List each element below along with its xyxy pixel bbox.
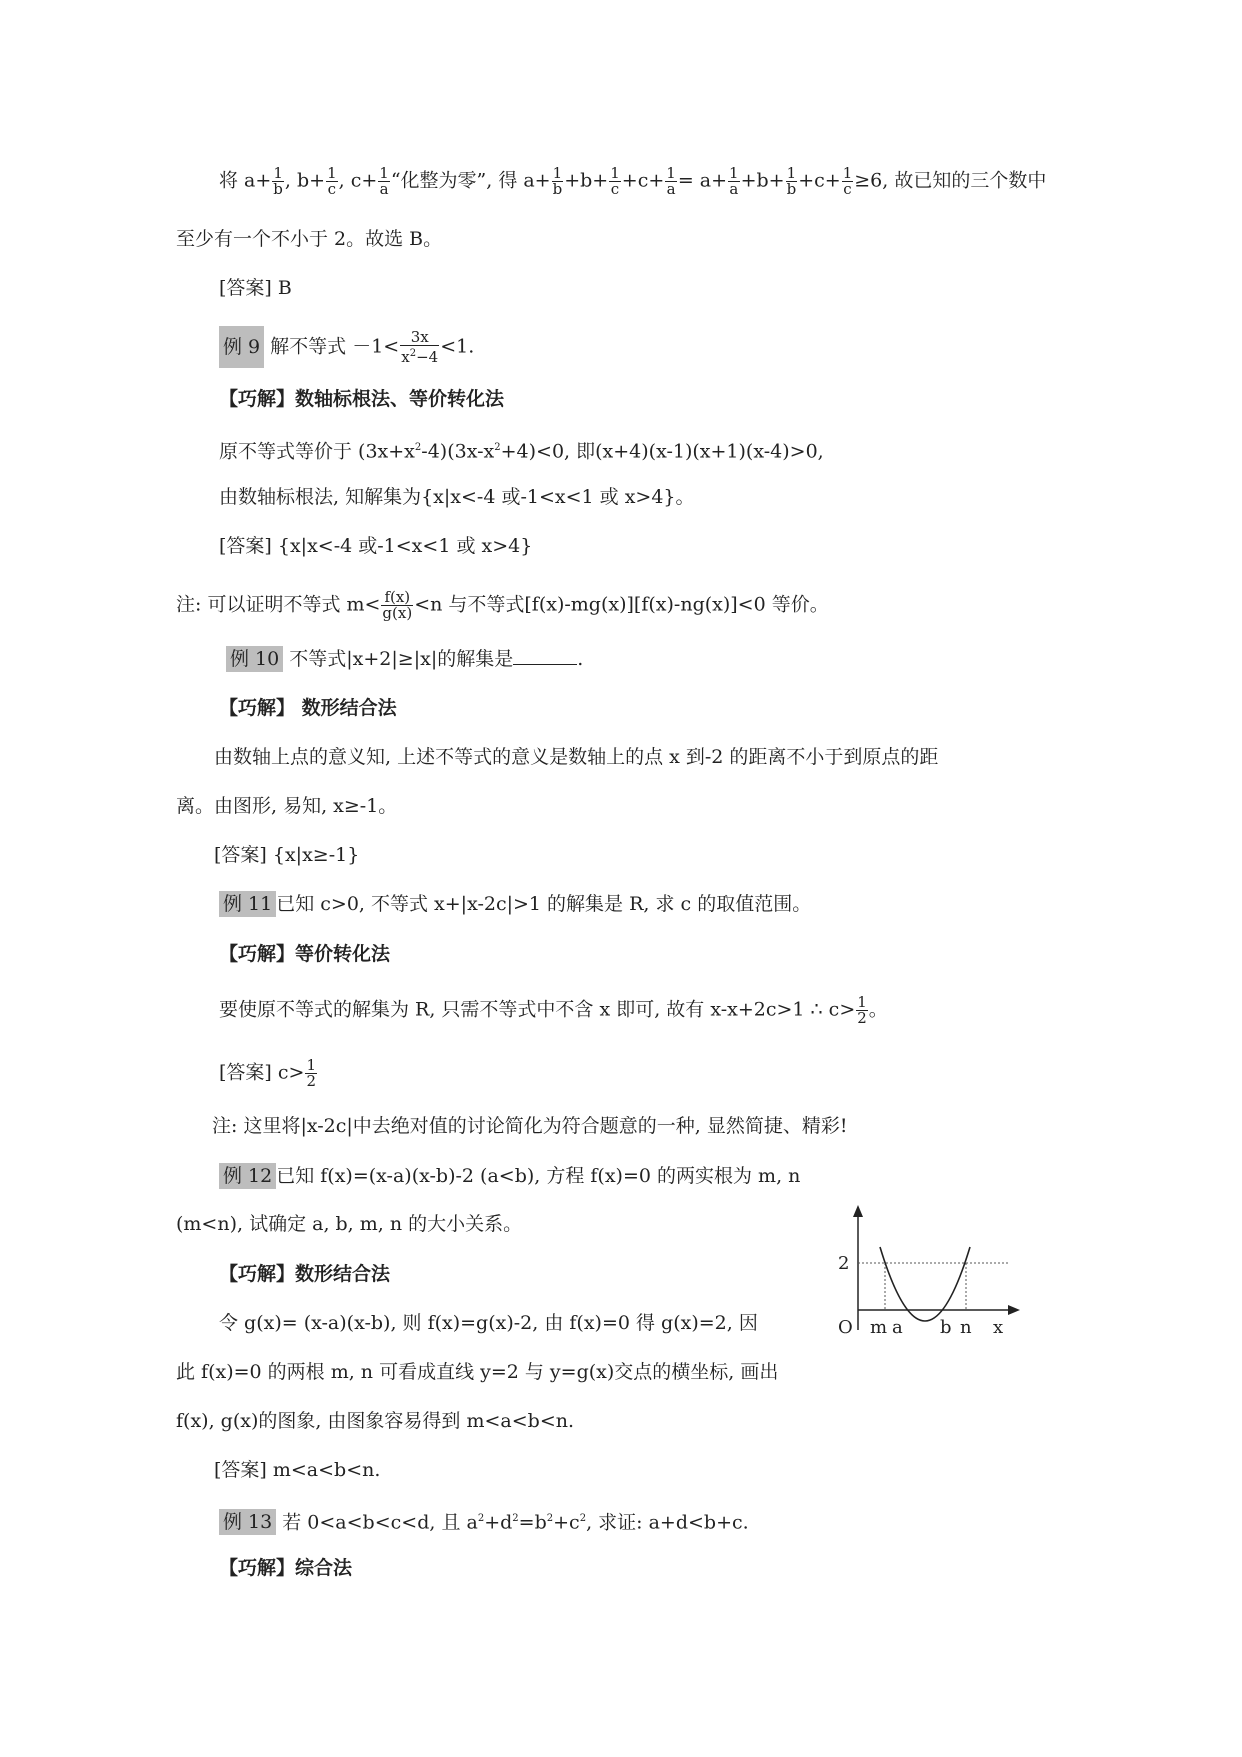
para-intro-line2: 至少有一个不小于 2。故选 B。 [176,228,443,250]
solution-9-line1: 原不等式等价于 $(3x+x^2-4)(3x-x^2+4)<0$, 即(x+4)(x-1)(x+1)(x-4)>0, [219,440,824,463]
method-13: 【巧解】综合法 [219,1557,353,1579]
example-tag: 例 11 [219,891,276,917]
example-tag: 例 12 [219,1163,276,1189]
fraction: $\frac{1}{b}$ [552,164,563,198]
method-12: 【巧解】数形结合法 [219,1263,391,1285]
solution-10-line2: 离。由图形, 易知, x≥-1。 [176,795,398,817]
fraction: $\frac{1}{c}$ [327,164,337,198]
solution-11: 要使原不等式的解集为 R, 只需不等式中不含 x 即可, 故有 x-x+2c>1 ∴ c> $\frac{1}{2}$ 。 [219,993,888,1027]
answer-blank [513,646,577,665]
answer-9: [答案] {x|x<-4 或-1<x<1 或 x>4} [219,535,533,557]
example-13-heading: 例 13 若 0<a<b<c<d, 且 $a^2+d^2=b^2+c^2$, 求证: a+d<b+c. [219,1505,749,1536]
x-axis-arrow [1008,1305,1020,1315]
answer-11: [答案] c> $\frac{1}{2}$ [219,1056,316,1090]
example-tag: 例 13 [219,1509,276,1535]
fraction: $\frac{1}{2}$ [857,993,867,1027]
fraction: $\frac{1}{c}$ [610,164,620,198]
y-axis-arrow [853,1205,863,1217]
fraction: $\frac{1}{a}$ [729,164,739,198]
solution-12-line0: (m<n), 试确定 a, b, m, n 的大小关系。 [176,1213,523,1235]
para-intro-line1: 将 a+ $\frac{1}{b}$ , b+ $\frac{1}{c}$ , c+ $\frac{1}{a}$ “化整为零”, 得 a+ $\frac{1}{b}$ +b+ $\frac{1}{c}$ +c+ $\frac{1}{a}$ = a+ $\frac{1}{a}$ +b+ $\frac{1}{b}$ +c+ $\frac{1}{c}$ ≥6, 故已知的三个数中 [219,164,1047,198]
fraction: $\frac{1}{c}$ [842,164,853,198]
label-x: x [993,1317,1004,1338]
example-9-heading: 例 9 解不等式 －1< $\frac{3x}{x^2-4}$ <1. [219,330,474,365]
method-10: 【巧解】 数形结合法 [219,697,397,719]
fraction: $\frac{3x}{x^2-4}$ [401,328,439,366]
fraction: $\frac{f(x)}{g(x)}$ [382,588,413,622]
solution-12-line3: f(x), g(x)的图象, 由图象容易得到 m<a<b<n. [176,1410,575,1432]
example-12-heading: 例 12 已知 f(x)=(x-a)(x-b)-2 (a<b), 方程 f(x)=0 的两实根为 m, n [219,1162,800,1190]
solution-12-line2: 此 f(x)=0 的两根 m, n 可看成直线 y=2 与 y=g(x)交点的横坐标, 画出 [176,1361,779,1383]
label-m: m [870,1317,888,1338]
example-tag: 例 9 [219,326,264,368]
method-9: 【巧解】数轴标根法、等价转化法 [219,388,505,410]
label-b: b [940,1317,952,1338]
solution-12-line1: 令 g(x)= (x-a)(x-b), 则 f(x)=g(x)-2, 由 f(x)=0 得 g(x)=2, 因 [219,1312,758,1334]
fraction: $\frac{1}{a}$ [379,164,389,198]
fraction: $\frac{1}{b}$ [273,164,283,198]
fraction: $\frac{1}{a}$ [666,164,676,198]
solution-10-line1: 由数轴上点的意义知, 上述不等式的意义是数轴上的点 x 到-2 的距离不小于到原点的距 [214,746,939,768]
answer-12: [答案] m<a<b<n. [214,1459,381,1481]
example-tag: 例 10 [226,646,283,672]
example-11-heading: 例 11 已知 c>0, 不等式 x+|x-2c|>1 的解集是 R, 求 c 的取值范围。 [219,890,811,918]
parabola-graph [830,1205,1020,1365]
fraction: $\frac{1}{2}$ [306,1056,316,1090]
fraction: $\frac{1}{b}$ [786,164,797,198]
note-11: 注: 这里将|x-2c|中去绝对值的讨论简化为符合题意的一种, 显然简捷、精彩! [212,1115,848,1137]
method-11: 【巧解】等价转化法 [219,943,391,965]
note-9: 注: 可以证明不等式 m< $\frac{f(x)}{g(x)}$ <n 与不等式[f(x)-mg(x)][f(x)-ng(x)]<0 等价。 [176,588,829,622]
label-origin: O [838,1317,853,1338]
answer-10: [答案] {x|x≥-1} [214,844,360,866]
label-y2: 2 [838,1253,850,1274]
label-a: a [892,1317,903,1338]
solution-9-line2: 由数轴标根法, 知解集为{x|x<-4 或-1<x<1 或 x>4}。 [219,486,695,508]
example-10-heading: 例 10 不等式|x+2|≥|x|的解集是 . [226,645,583,673]
answer-8: [答案] B [219,277,292,299]
label-n: n [960,1317,972,1338]
